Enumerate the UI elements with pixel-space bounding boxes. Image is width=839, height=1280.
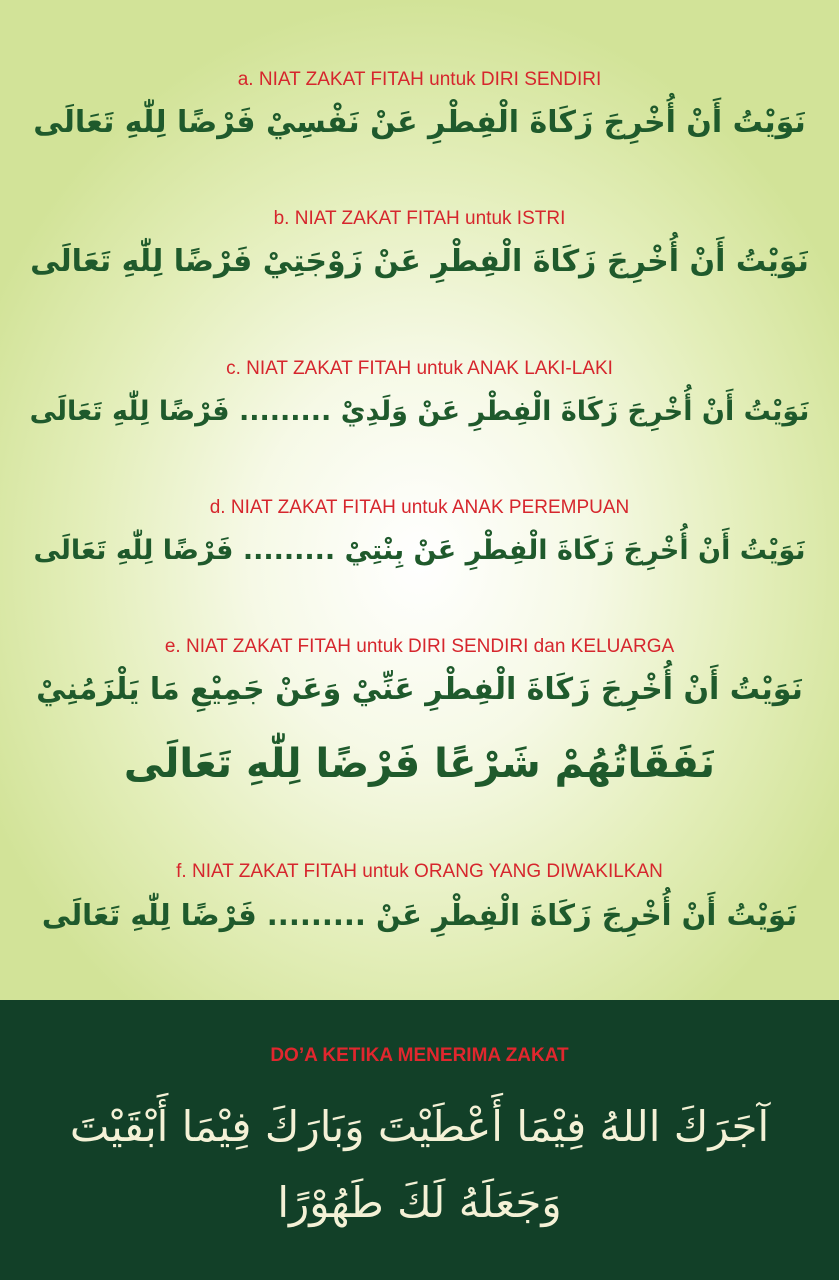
niat-section-e (0, 635, 839, 795)
niat-arabic-b: نَوَيْتُ أَنْ أُخْرِجَ زَكَاةَ الْفِطْرِ عَنْ زَوْجَتِيْ فَرْضًا لِلّٰهِ تَعَالَى (30, 244, 809, 279)
niat-arabic-e-line-2: نَفَقَاتُهُمْ شَرْعًا فَرْضًا لِلّٰهِ تَعَالَى (123, 741, 716, 787)
niat-arabic-a: نَوَيْتُ أَنْ أُخْرِجَ زَكَاةَ الْفِطْرِ عَنْ نَفْسِيْ فَرْضًا لِلّٰهِ تَعَالَى (33, 105, 806, 140)
niat-section-c (0, 357, 839, 443)
niat-section-b (0, 207, 839, 293)
niat-section-f (0, 860, 839, 946)
doa-heading: DO’A KETIKA MENERIMA ZAKAT (270, 1045, 569, 1066)
niat-arabic-f: نَوَيْتُ أَنْ أُخْرِجَ زَكَاةَ الْفِطْرِ عَنْ ......... فَرْضًا لِلّٰهِ تَعَالَى (41, 898, 798, 932)
niat-heading-a: a. NIAT ZAKAT FITAH untuk DIRI SENDIRI (237, 69, 602, 90)
niat-arabic-e: نَوَيْتُ أَنْ أُخْرِجَ زَكَاةَ الْفِطْرِ عَنِّيْ وَعَنْ جَمِيْعِ مَا يَلْزَمُنِيْ (36, 672, 803, 707)
niat-section-a (0, 68, 839, 154)
doa-arabic-line-1: آجَرَكَ اللهُ فِيْمَا أَعْطَيْتَ وَبَارَكَ فِيْمَا أَبْقَيْتَ (69, 1102, 770, 1151)
niat-heading-f: f. NIAT ZAKAT FITAH untuk ORANG YANG DIWAKILKAN (176, 861, 663, 882)
niat-heading-d: d. NIAT ZAKAT FITAH untuk ANAK PEREMPUAN (209, 497, 630, 518)
niat-heading-e: e. NIAT ZAKAT FITAH untuk DIRI SENDIRI dan KELUARGA (164, 636, 675, 657)
doa-arabic-line-2: وَجَعَلَهُ لَكَ طَهُوْرًا (277, 1178, 562, 1227)
niat-arabic-d: نَوَيْتُ أَنْ أُخْرِجَ زَكَاةَ الْفِطْرِ عَنْ بِنْتِيْ ......... فَرْضًا لِلّٰهِ تَعَالَى (33, 535, 806, 566)
niat-heading-b: b. NIAT ZAKAT FITAH untuk ISTRI (273, 208, 566, 229)
niat-arabic-c: نَوَيْتُ أَنْ أُخْرِجَ زَكَاةَ الْفِطْرِ عَنْ وَلَدِيْ ......... فَرْضًا لِلّٰهِ تَعَالَى (29, 396, 810, 427)
niat-heading-c: c. NIAT ZAKAT FITAH untuk ANAK LAKI-LAKI (226, 358, 613, 379)
niat-section-d (0, 496, 839, 582)
